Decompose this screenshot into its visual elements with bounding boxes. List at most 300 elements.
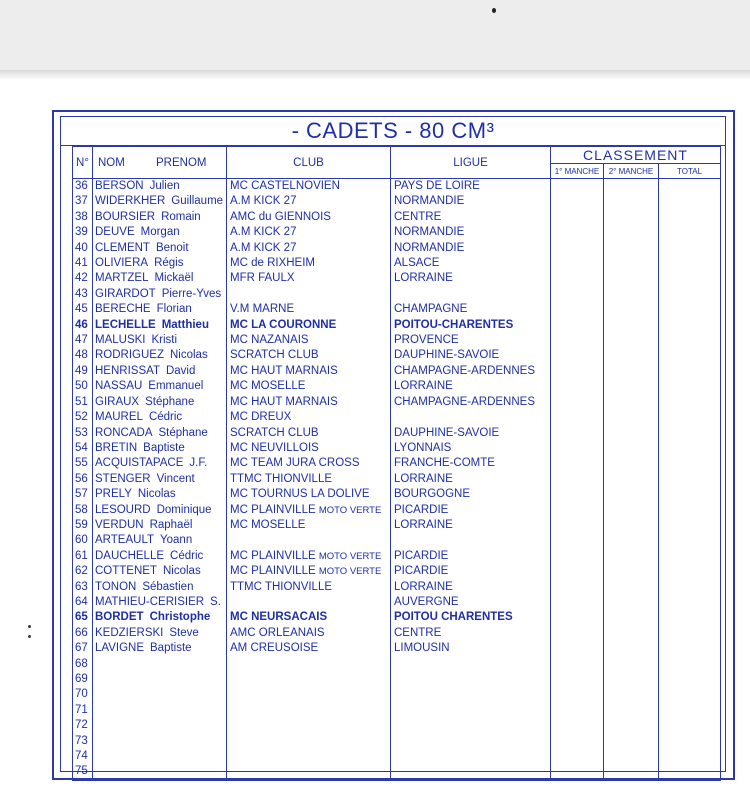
rider-cell [93, 657, 227, 672]
total-cell [659, 734, 721, 749]
manche1-cell [551, 718, 604, 733]
rider-prenom: S. [210, 595, 221, 608]
rider-prenom: Romain [161, 210, 201, 223]
rider-prenom: Matthieu [161, 318, 209, 331]
total-cell [659, 533, 721, 548]
row-number: 75 [73, 764, 93, 780]
manche2-cell [604, 379, 659, 394]
fold-shadow [0, 70, 750, 80]
manche2-cell [604, 672, 659, 687]
club-cell [227, 472, 391, 487]
row-number: 45 [73, 302, 93, 317]
manche2-cell [604, 503, 659, 518]
ligue-cell: ALSACE [391, 256, 551, 271]
ligue-cell: CHAMPAGNE [391, 302, 551, 317]
row-number: 67 [73, 641, 93, 656]
total-cell [659, 318, 721, 333]
manche2-cell [604, 718, 659, 733]
rider-nom: GIRAUX [95, 395, 140, 408]
table-row [73, 626, 721, 641]
rider-prenom: Benoit [155, 241, 189, 254]
row-number: 61 [73, 549, 93, 564]
rider-prenom: Dominique [156, 503, 212, 516]
row-number: 50 [73, 379, 93, 394]
rider-cell [93, 302, 227, 317]
club-name: MC NEURSACAIS [230, 611, 328, 624]
ligue-cell: LORRAINE [391, 379, 551, 394]
row-number: 66 [73, 626, 93, 641]
col-nom-header: NOM [98, 156, 125, 169]
table-row [73, 703, 721, 718]
club-name: MC NEUVILLOIS [230, 441, 319, 454]
ligue-cell: PICARDIE [391, 503, 551, 518]
manche1-cell [551, 410, 604, 425]
manche2-cell [604, 441, 659, 456]
col-prenom-header: PRENOM [156, 156, 207, 169]
club-cell [227, 256, 391, 271]
ligue-cell: FRANCHE-COMTE [391, 456, 551, 471]
club-extra: MOTO VERTE [318, 504, 382, 516]
ligue-cell: DAUPHINE-SAVOIE [391, 426, 551, 441]
row-number: 41 [73, 256, 93, 271]
manche2-cell [604, 641, 659, 656]
table-row [73, 580, 721, 595]
total-cell [659, 379, 721, 394]
manche1-cell [551, 441, 604, 456]
club-cell [227, 333, 391, 348]
row-number: 62 [73, 564, 93, 579]
rider-prenom: Pierre-Yves [161, 287, 222, 300]
ligue-cell: PROVENCE [391, 333, 551, 348]
sheet-title: - CADETS - 80 CM³ [291, 118, 495, 143]
rider-nom: HENRISSAT [95, 364, 160, 377]
col-num-header: N° [73, 147, 93, 179]
col-manche2-header: 2° MANCHE [604, 164, 659, 179]
rider-cell [93, 225, 227, 240]
rider-prenom: Christophe [149, 611, 211, 624]
club-cell [227, 657, 391, 672]
manche1-cell [551, 271, 604, 286]
club-cell [227, 364, 391, 379]
table-row [73, 379, 721, 394]
manche1-cell [551, 472, 604, 487]
club-name: AMC du GIENNOIS [230, 210, 331, 223]
table-row [73, 271, 721, 286]
ligue-cell [391, 672, 551, 687]
rider-prenom: J.F. [189, 457, 208, 470]
table-row [73, 241, 721, 256]
rider-prenom: Baptiste [143, 441, 185, 454]
club-name: MC MOSELLE [230, 380, 306, 393]
manche1-cell [551, 749, 604, 764]
rider-nom: WIDERKHER [95, 195, 166, 208]
table-row [73, 395, 721, 410]
rider-prenom: Nicolas [170, 349, 208, 362]
total-cell [659, 333, 721, 348]
club-cell [227, 318, 391, 333]
row-number: 57 [73, 487, 93, 502]
rider-nom: TONON [95, 580, 137, 593]
manche2-cell [604, 225, 659, 240]
rider-cell [93, 518, 227, 533]
manche1-cell [551, 287, 604, 302]
club-name: MC HAUT MARNAIS [230, 395, 338, 408]
table-row [73, 210, 721, 225]
rider-prenom: Nicolas [162, 565, 201, 578]
total-cell [659, 672, 721, 687]
row-number: 71 [73, 703, 93, 718]
row-number: 51 [73, 395, 93, 410]
ligue-cell: NORMANDIE [391, 225, 551, 240]
rider-cell [93, 348, 227, 363]
rider-nom: LESOURD [95, 503, 151, 516]
total-cell [659, 764, 721, 780]
header-row [73, 147, 721, 164]
total-cell [659, 610, 721, 625]
rider-nom: RODRIGUEZ [95, 349, 164, 362]
manche2-cell [604, 703, 659, 718]
total-cell [659, 687, 721, 702]
table-row [73, 364, 721, 379]
rider-prenom: Mickaël [154, 272, 194, 285]
manche1-cell [551, 364, 604, 379]
table-row [73, 225, 721, 240]
rider-prenom: Cédric [170, 549, 204, 562]
club-cell [227, 687, 391, 702]
ligue-cell [391, 764, 551, 780]
manche1-cell [551, 734, 604, 749]
manche1-cell [551, 179, 604, 195]
manche1-cell [551, 672, 604, 687]
manche2-cell [604, 764, 659, 780]
rider-cell [93, 364, 227, 379]
rider-nom: DAUCHELLE [95, 549, 165, 562]
table-row [73, 441, 721, 456]
row-number: 73 [73, 734, 93, 749]
row-number: 47 [73, 333, 93, 348]
rider-nom: ACQUISTAPACE [95, 457, 184, 470]
rider-cell [93, 179, 227, 195]
rider-nom: OLIVIERA [95, 257, 149, 270]
club-cell [227, 734, 391, 749]
table-row [73, 472, 721, 487]
punch-hole [28, 625, 31, 628]
rider-cell [93, 610, 227, 625]
page-top-band [0, 0, 750, 71]
rider-prenom: Yoann [160, 534, 193, 547]
ligue-cell [391, 687, 551, 702]
table-row [73, 549, 721, 564]
table-row [73, 410, 721, 425]
rider-nom: MATHIEU-CERISIER [95, 595, 205, 608]
col-club-header: CLUB [227, 147, 391, 179]
ligue-cell [391, 410, 551, 425]
rider-cell [93, 318, 227, 333]
rider-prenom: Raphaël [149, 518, 193, 531]
manche1-cell [551, 564, 604, 579]
club-name: MC de RIXHEIM [230, 257, 315, 270]
rider-prenom: Morgan [140, 226, 180, 239]
rider-nom: ARTEAULT [95, 534, 155, 547]
club-cell [227, 379, 391, 394]
ligue-cell [391, 718, 551, 733]
club-name: SCRATCH CLUB [230, 426, 319, 439]
manche2-cell [604, 657, 659, 672]
rider-nom: PRELY [95, 488, 132, 501]
ligue-cell [391, 734, 551, 749]
manche2-cell [604, 271, 659, 286]
ligue-cell: LIMOUSIN [391, 641, 551, 656]
manche1-cell [551, 426, 604, 441]
club-cell [227, 580, 391, 595]
rider-cell [93, 271, 227, 286]
manche1-cell [551, 764, 604, 780]
ligue-cell: NORMANDIE [391, 194, 551, 209]
club-name: MC HAUT MARNAIS [230, 364, 338, 377]
col-ligue-header: LIGUE [391, 147, 551, 179]
rider-nom: CLEMENT [95, 241, 150, 254]
total-cell [659, 395, 721, 410]
table-row [73, 533, 721, 548]
manche2-cell [604, 287, 659, 302]
rider-prenom: Baptiste [150, 642, 192, 655]
manche2-cell [604, 734, 659, 749]
row-number: 37 [73, 194, 93, 209]
manche1-cell [551, 580, 604, 595]
rider-cell [93, 210, 227, 225]
table-row [73, 287, 721, 302]
total-cell [659, 564, 721, 579]
table-row [73, 564, 721, 579]
club-name: AMC ORLEANAIS [230, 626, 325, 639]
manche1-cell [551, 703, 604, 718]
row-number: 53 [73, 426, 93, 441]
club-cell [227, 518, 391, 533]
rider-cell [93, 703, 227, 718]
rider-nom: COTTENET [95, 565, 157, 578]
club-cell [227, 194, 391, 209]
rider-cell [93, 441, 227, 456]
ligue-cell: LORRAINE [391, 472, 551, 487]
ligue-cell [391, 287, 551, 302]
row-number: 40 [73, 241, 93, 256]
manche1-cell [551, 302, 604, 317]
club-cell [227, 302, 391, 317]
manche1-cell [551, 518, 604, 533]
total-cell [659, 657, 721, 672]
rider-nom: BERECHE [95, 303, 151, 316]
total-cell [659, 241, 721, 256]
rider-nom: RONCADA [95, 426, 153, 439]
ligue-cell: PAYS DE LOIRE [391, 179, 551, 195]
manche1-cell [551, 395, 604, 410]
total-cell [659, 718, 721, 733]
total-cell [659, 287, 721, 302]
club-name: V.M MARNE [230, 303, 295, 316]
row-number: 43 [73, 287, 93, 302]
table-row [73, 718, 721, 733]
table-row [73, 687, 721, 702]
rider-prenom: Steve [169, 626, 199, 639]
ligue-cell: PICARDIE [391, 549, 551, 564]
manche2-cell [604, 241, 659, 256]
row-number: 65 [73, 610, 93, 625]
row-number: 64 [73, 595, 93, 610]
total-cell [659, 595, 721, 610]
club-name: MC DREUX [230, 411, 292, 424]
manche1-cell [551, 610, 604, 625]
row-number: 56 [73, 472, 93, 487]
total-cell [659, 210, 721, 225]
rider-cell [93, 533, 227, 548]
row-number: 59 [73, 518, 93, 533]
manche2-cell [604, 626, 659, 641]
rider-nom: BERSON [95, 180, 144, 192]
total-cell [659, 225, 721, 240]
manche2-cell [604, 610, 659, 625]
rider-prenom: Julien [149, 180, 180, 192]
club-name: MC TEAM JURA CROSS [230, 457, 360, 470]
rider-nom: MALUSKI [95, 334, 146, 347]
ligue-cell: LORRAINE [391, 271, 551, 286]
manche1-cell [551, 379, 604, 394]
club-cell [227, 764, 391, 780]
rider-prenom: Guillaume [171, 195, 224, 208]
manche2-cell [604, 687, 659, 702]
ligue-cell: CHAMPAGNE-ARDENNES [391, 364, 551, 379]
ligue-cell: POITOU-CHARENTES [391, 318, 551, 333]
row-number: 52 [73, 410, 93, 425]
manche1-cell [551, 194, 604, 209]
rider-cell [93, 194, 227, 209]
row-number: 49 [73, 364, 93, 379]
total-cell [659, 472, 721, 487]
rider-cell [93, 472, 227, 487]
club-cell [227, 626, 391, 641]
manche2-cell [604, 302, 659, 317]
rider-nom: DEUVE [95, 226, 135, 239]
rider-prenom: Nicolas [137, 488, 176, 501]
manche2-cell [604, 595, 659, 610]
table-row [73, 487, 721, 502]
table-row [73, 518, 721, 533]
rider-cell [93, 410, 227, 425]
ligue-cell: LORRAINE [391, 580, 551, 595]
col-manche1-header: 1° MANCHE [551, 164, 604, 179]
table-row [73, 348, 721, 363]
manche1-cell [551, 533, 604, 548]
col-classement-header: CLASSEMENT [551, 147, 721, 164]
table-row [73, 734, 721, 749]
manche1-cell [551, 241, 604, 256]
manche2-cell [604, 410, 659, 425]
rider-cell [93, 241, 227, 256]
table-row [73, 194, 721, 209]
club-extra: MOTO VERTE [318, 566, 382, 578]
ligue-cell [391, 533, 551, 548]
club-name: MC PLAINVILLE [230, 549, 316, 562]
rider-cell [93, 595, 227, 610]
ligue-cell: CHAMPAGNE-ARDENNES [391, 395, 551, 410]
manche2-cell [604, 564, 659, 579]
row-number: 70 [73, 687, 93, 702]
manche2-cell [604, 194, 659, 209]
ligue-cell: LYONNAIS [391, 441, 551, 456]
manche1-cell [551, 641, 604, 656]
manche2-cell [604, 749, 659, 764]
club-name: MC LA COURONNE [230, 318, 337, 331]
club-cell [227, 641, 391, 656]
total-cell [659, 194, 721, 209]
table-row [73, 302, 721, 317]
row-number: 54 [73, 441, 93, 456]
club-cell [227, 718, 391, 733]
club-cell [227, 610, 391, 625]
total-cell [659, 179, 721, 195]
rider-prenom: Stéphane [158, 426, 208, 439]
total-cell [659, 302, 721, 317]
rider-cell [93, 287, 227, 302]
club-cell [227, 241, 391, 256]
total-cell [659, 456, 721, 471]
total-cell [659, 364, 721, 379]
rider-prenom: David [165, 364, 196, 377]
manche1-cell [551, 487, 604, 502]
manche2-cell [604, 395, 659, 410]
ligue-cell: POITOU CHARENTES [391, 610, 551, 625]
rider-cell [93, 395, 227, 410]
rider-cell [93, 626, 227, 641]
rider-prenom: Stéphane [145, 395, 195, 408]
row-number: 48 [73, 348, 93, 363]
row-number: 69 [73, 672, 93, 687]
table-row [73, 426, 721, 441]
table-row [73, 641, 721, 656]
row-number: 46 [73, 318, 93, 333]
rider-cell [93, 764, 227, 780]
ink-dot [492, 8, 496, 13]
club-cell [227, 549, 391, 564]
total-cell [659, 348, 721, 363]
total-cell [659, 703, 721, 718]
club-cell [227, 564, 391, 579]
table-row [73, 503, 721, 518]
ligue-cell [391, 703, 551, 718]
table-row [73, 256, 721, 271]
club-cell [227, 703, 391, 718]
club-name: TTMC THIONVILLE [230, 580, 333, 593]
manche2-cell [604, 210, 659, 225]
manche2-cell [604, 256, 659, 271]
rider-nom: MARTZEL [95, 272, 149, 285]
total-cell [659, 487, 721, 502]
table-row [73, 672, 721, 687]
rider-nom: NASSAU [95, 380, 143, 393]
row-number: 39 [73, 225, 93, 240]
table-row [73, 456, 721, 471]
rider-nom: BORDET [95, 611, 144, 624]
manche2-cell [604, 318, 659, 333]
rider-cell [93, 580, 227, 595]
row-number: 38 [73, 210, 93, 225]
manche1-cell [551, 549, 604, 564]
rider-prenom: Régis [154, 257, 184, 270]
ligue-cell: CENTRE [391, 626, 551, 641]
rider-cell [93, 687, 227, 702]
ligue-cell: DAUPHINE-SAVOIE [391, 348, 551, 363]
total-cell [659, 580, 721, 595]
manche2-cell [604, 456, 659, 471]
